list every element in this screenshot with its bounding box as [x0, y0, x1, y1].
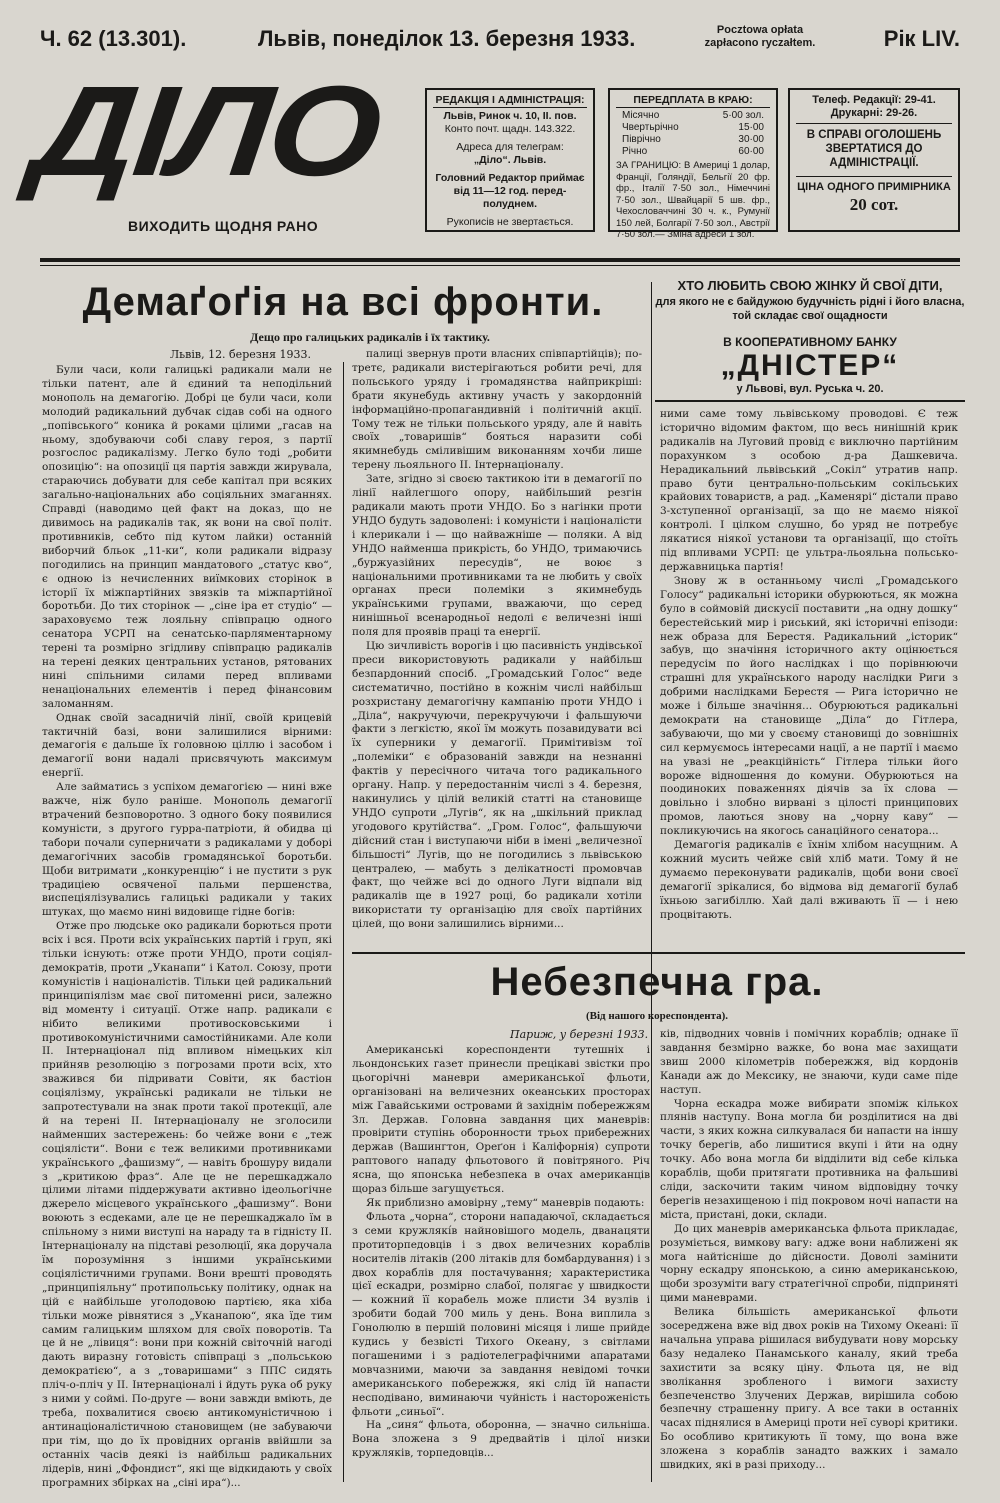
- subscription-price: 5·00 зол.: [722, 110, 764, 121]
- ad-line-2: для якого не є байдужою будучність рідні і його власна, той складає свої ощадности: [655, 296, 965, 322]
- bank-advertisement: [655, 278, 965, 395]
- subscription-price: 30·00: [738, 134, 764, 145]
- manuscripts-note: Рукописів не звертається.: [446, 216, 574, 228]
- masthead-rule-thin: [40, 265, 960, 266]
- column-rule-1: [343, 362, 344, 1482]
- issue-number: Ч. 62 (13.301).: [40, 26, 187, 51]
- article1-c1-p3: Але займатись з успіхом демагогією — нині вже важче, ніж було раніше. Монополь демагогії втрачений безповоротно. З одного боку появилися комуністи, з другого гурра-патріоти, й обидва ці табори почали суперничати з радикалами у доборі демагогічних засобів громадянської боротьби. Щоби витримати „конкуренцію“ і не пустити з рук традиціею освяченої пальми першенства, виспеціялізувались галицькі радикали у таких штуках, що маємо нині видовище гідне богів:: [42, 781, 332, 919]
- article2-column-2: [660, 1028, 958, 1473]
- editorial-address: Львів, Ринок ч. 10, II. пов.: [443, 110, 577, 122]
- column-rule-2: [651, 282, 652, 1482]
- article1-column-1: [42, 364, 332, 1490]
- subscription-period: Чвертьрічно: [622, 122, 679, 133]
- telegram-label: Адреса для телеграм:: [456, 141, 564, 153]
- volume-year: Рік LIV.: [883, 26, 960, 51]
- article2-c1-p3: Фльота „чорна“, сторони нападаючої, складається з семи кружлякі́в найновішого модель, дванацяти протиторпедовців і з двох величезних кораблів носителів літаків (200 літаків для бомбардування) і з двох кораблів для постачування; характеристика цієї ескадри, розмірно слабої, полягає у швидкости — кожний її корабель може плисти 34 вузлів і зробити бодай 700 миль у день. Вона виплила з Гонолюлю в першій половині місяця і лише прийде кудись у безвісті Тихого Океану, з світлами погашеними і з радіотелеграфічними апаратами мовчазними, маючи за завдання невідомі точки американського побережжя, які слід їй напасти несподівано, виминаючи чуйність і настороженість фльоти „синьої“.: [352, 1210, 650, 1418]
- article2-column-1: [352, 1044, 650, 1461]
- postage-line-2: zapłacono ryczałtem.: [704, 37, 816, 49]
- subscription-row: [616, 122, 770, 134]
- subscription-box: [608, 88, 778, 240]
- article2-c1-p2: Як приблизно амовірну „тему“ маневрів подають:: [366, 1196, 645, 1209]
- subscription-heading: ПЕРЕДПЛАТА В КРАЮ:: [616, 94, 770, 108]
- ad-address: у Львові, вул. Руська ч. 20.: [736, 383, 884, 395]
- article1-headline: Демаґоґія на всі фронти.: [82, 280, 604, 324]
- article2-c1-p4: На „синя“ фльота, оборонна, — значно сильніша. Вона зложена з 9 дредвайтів і цілої низки кружляків, торпедовців...: [352, 1419, 650, 1460]
- advertising-note: В СПРАВІ ОГОЛОШЕНЬ ЗВЕРТАТИСЯ ДО АДМІНІСТРАЦІЇ.: [806, 129, 942, 169]
- article2-c2-p4: Велика більшість американської фльоти зосереджена вже від двох років на Тихому Океані: її начальна управа рішилася вибудувати нову морську базу недалеко Панамського каналу, який треба захистити за всяку ціну. Фльота ця, не від зволікання зробленого і вимоги захисту безпеченство Злучених Держав, вирішила собою безпечну страшенну пригу. А все таки в останніх часах піднялися в Америці проти неї суворі критики. Бо особливо критикують її тому, що вона вже зложена з кораблів занадто важких і замало швидких, які в разі приходу...: [660, 1306, 958, 1472]
- subscription-row: [616, 134, 770, 146]
- phone-printing: Друкарні: 29-26.: [796, 107, 952, 124]
- article2-c1-p1: Американські кореспонденти тутешніх і льондонських газет принесли прецікаві звістки про цьогорічні маневри американської фльоти, організовані на величезних океанських просторах між Гавайськими островами й західнім побережжям Зл. Держав. Головна завдання цих маневрів: провірити ступінь оборонности трьох прибережних держав (Вашингтон, Ореґон і Каліфорнія) супроти раптового нападу фльотового й повітряного. Річ ясна, що японська небезпека в очах американців щораз більше загущується.: [352, 1044, 650, 1196]
- postal-account: Конто почт. щадн. 143.322.: [444, 123, 576, 135]
- ad-rule: [655, 400, 965, 402]
- article1-c3-p2: Знову ж в останньому числі „Громадського Голосу“ радикальні історики обурюються, як можна було в соймовій дискусії поставити „на одну дошку“ берестейський мир і риський, які історичні епізоди: неж образа для Берестя. Радикальний „історик“ забув, що значіння історичного акту оцінюється передусім по його наслідках і що порівнюючи страшні для українського народу наслідки Риги з добрими наслідками Берестя — Рига історично не може і більше значіння... Обурюються радикальні демократи на становище „Діла“ до Гітлера, забуваючи, що ми у своєму становищі до зовнішніх сил кермуємось інтересами нації, а не партії і маємо на увазі не „реакційність“ Гітлера тільки його вороже відношення до комуни. Обурюються на поодиноких поваженнях діячів за їх слова — довільно і злобно вирвані з цілості принципових промов, лаються знову на „чорну каву“ — покликуючись на якогось санаційного сенатора...: [660, 574, 958, 838]
- newspaper-title: ДІЛО: [25, 60, 387, 203]
- editorial-heading: РЕДАКЦІЯ І АДМІНІСТРАЦІЯ:: [433, 94, 587, 108]
- ad-bank-name: „ДНІСТЕР“: [720, 349, 900, 382]
- subscription-row: [616, 146, 770, 158]
- subscription-period: Піврічно: [622, 134, 661, 145]
- article1-c2-p1: палиці звернув проти власних співпартійців); по-третє, радикали вистерігаються робити речі, для польського уряду і громадянства найприкріші: брати якунебудь активну участь у закордонній інформаційно-пропагандивній і політичній акції. Тому теж не тільки польського уряду, але й навіть своїх „товаришів“ бояться наразити собі якимнебудь сміливішим виконанням хочби лише терену льояльного II. Інтернаціоналу.: [352, 348, 642, 472]
- postage-note: [695, 24, 825, 50]
- price-label: ЦІНА ОДНОГО ПРИМІРНИКА: [796, 176, 952, 194]
- article2-headline: Небезпечна гра.: [490, 960, 824, 1004]
- article1-subhead: Дещо про галицьких радикалів і їх тактику.: [250, 330, 490, 344]
- subscription-price: 60·00: [738, 146, 764, 157]
- article1-c2-p2: Зате, згідно зі своєю тактикою іти в демагогії по лінії найлегшого опору, найбільший резгін радикали мають проти УНДО. Бо з нагінки проти УНДО будуть задоволені: і комуністи і націоналісти і клерикали і — що найважніше — поляки. А від УНДО найменша прикрість, бо УНДО, тримаючись „буржуазійних пересудів“, не воює з національними противниками та не любить у своїх органах преси полеміки з якимнебудь українськими групами, вважаючи, що серед нинішньої всенародньої недолі є величезні інші поля для проявів праці та енергії.: [352, 473, 642, 639]
- price-value: 20 сот.: [849, 195, 899, 214]
- article2-subhead: (Від нашого кореспондента).: [585, 1010, 729, 1022]
- article1-c2-p3: Цю зичливість ворогів і цю пасивність ундівської преси використовують радикали у найбільш безпардонний спосіб. „Громадський Голос“ веде систематично, постійно в кожнім числі найбільш розхристану демагогічну кампанію проти УНДО і „Діла“, накручуючи, перекручуючи і фальшуючи факти з легкістю, якої їм можуть позавидувати всі їх суперники у демагогії. Примітивізм тої „полеміки“ є образованій завжди на незнанні фактів у пересічного читача того радикального органу. Напр. у передостаннім числі з 4. березня, накинулись у цілій великій статті на становище УНДО супроти „Лугів“, як на „шкільний приклад угодового крутійства“. „Гром. Голос“, фальшуючи дійсний стан і виступаючи ніби в імені „величезної більшості“ Лугів, що не погодились з львівською централею, — мабуть з делікатності промовчав факт, що чейже всі до одного Луги відпали від радикалів ще в 1927 році, бо радикали хотіли використати ту організацію для своїх партійних цілей, що вони залишились вірними...: [352, 640, 642, 931]
- article2-top-rule: [352, 952, 965, 954]
- issue-dateline: Львів, понеділок 13. березня 1933.: [258, 26, 636, 51]
- ad-line-1: ХТО ЛЮБИТЬ СВОЮ ЖІНКУ Й СВОЇ ДІТИ,: [677, 278, 943, 293]
- abroad-prices: ЗА ГРАНИЦЮ: В Америці 1 долар, Франції, Голяндії, Бельгії 20 фр. фр., Італії 7·50 зол., Німеччині 7·50 зол., Швайцарії 5 шв. фр., Чехословаччині 30 ч. к., Румунії 150 лей, Болгарії 7·50 зол., Австрії 7·50 зол.— Зміна адреси 1 зол.: [616, 160, 770, 240]
- article2-dateline: Париж, у березні 1933.: [510, 1028, 649, 1041]
- newspaper-subtitle: ВИХОДИТЬ ЩОДНЯ РАНО: [128, 218, 319, 234]
- ad-line-3: В КООПЕРАТИВНОМУ БАНКУ: [723, 335, 897, 349]
- article1-c1-p1: Були часи, коли галицькі радикали мали не тільки патент, але й єдиний та неподільний монополь на демагогію. Добрі це були часи, коли молодий радикальний дубчак сідав собі на одного „попівського“ коника й роками цілими „гасав на ньому, здобуваючи собі славу героя, з партії розгослос радикалізму. Легко було тоді „робити опозицію“: на опозиції ця партія завжди жирувала, стараючись добувати для себе капітал при всяких загально-національних або соціяльних змаганнях. Справді (наводимо цей факт на доказ, що не дивимось на радикалів так, як вони на свої політ. противників, себто під кутом лайки) останній виборчий бльок „11-ки“, коли радикали відразу погодились на принцип мандатового „статус кво“, є одною із нечисленних виїмкових сторінок в історії їх міжпартійних звязків та міжпартійної боротьби. До тих сторінок — „сіне іра ет студіо“ — зараховуємо теж лояльну співпрацю одного сенатора УСРП на сенатсько-парляментарному терені та розмірно згідливу співпрацю радикалів на терені деяких центральних установ, рятованих нині спільними силами перед впливами ненаціональних елементів і перед фінансовим заломанням.: [42, 364, 332, 710]
- subscription-rows: [616, 110, 770, 158]
- article1-c1-p2: Однак своїй засадничій лінії, своїй крицевій тактичній базі, вони залишилися вірними: демагогія є дальше їх головною ціллю і засобом і демагогії вони надалі присвячують максимум енергії.: [42, 711, 332, 780]
- subscription-period: Місячно: [622, 110, 660, 121]
- article1-column-2: [352, 348, 642, 932]
- article1-c1-p4: Отже про людське око радикали борються проти всіх і вся. Проти всіх українських партій і груп, які тільки існують: отже проти УНДО, проти соціял-демократів, проти „Уканапи“ і Катол. Союзу, проти комуністів і націоналістів. Тільки цей радикальний принципіялізм має свої питоменні риси, залежно від моменту і ситуації. Отже напр. радикали є нібито великими противосковськими і противокомуністичними самостійниками. Але коли II. Інтернаціонал під впливом німецьких кіл прийняв резолюцію з погрозами проти всіх, хто зважився би підривати Совіти, як бастіон соціялізму, українські радикали не тільки не запротестували на знак проти такої протекції, але й на терені II. Інтернаціоналу не зголосили найменших застережень: бо чейже вони є „теж соціялісти“. Вони є теж великими противниками українського „фашизму“, — навіть брошуру видали з „критикою фраз“. Але це не перешкаджало цілими літами піддержувати активно ідеольогічне джерело місцевого українського „фашизму“. Вони воюють з есдеками, але це не перешкаджало їм в спільному з ними виступі на нараду та в гідністу II. Інтернаціоналу на підставі резолюції, яка доручала їм порозуміння з іншими українськими соціялістичними групами. Вони врешті проводять „принципіяльну“ протипольську політику, однак на цій є найбільше уголодовою партією, яка хіба тільки може рівнятися з „Уканапою“, яка їде тим самим галицьким шляхом для своїх поворотів. Та це й не „лівиця“: вони при кожній світочній нагоді дають виразну готовість співпраці з „польською демократією“, а з „товаришами“ з ППС сидять пліч-о-пліч у II. Інтернаціоналі і йдуть рука об руку з ними у соймі. По-друге — вони завжди вміють, де треба, похвалитися своєю антикомуністичною і антинаціоналістичною становищем (не забуваючи при тім, що до їх провідних органів ввійшли за останніх часів деякі із найбільш радикальних лідерів, нині „Ффондист“, які ще відкидають у своїх програмних збірках на „сіні ира“)...: [42, 920, 332, 1489]
- masthead-logo: [25, 60, 387, 234]
- subscription-period: Річно: [622, 146, 648, 157]
- postage-line-1: Poczt​owa opłata: [716, 24, 804, 36]
- article1-dateline: Львів, 12. березня 1933.: [170, 348, 311, 361]
- subscription-row: [616, 110, 770, 122]
- article1-column-3: [660, 408, 958, 923]
- telegram-address: „Діло“. Львів.: [473, 154, 547, 166]
- article2-c2-p3: До цих маневрів американська фльота прикладає, розуміється, вимкову вагу: адже вони наближені як мога найтісніше до дійсности. Доволі замінити чорну ескадру японською, а синю американською, щоби зрозуміти вагу стратегічної спроби, підприняті цими маневрами.: [660, 1222, 958, 1305]
- masthead-rule: [40, 258, 960, 262]
- article2-c2-p2: Чорна ескадра може вибирати зпоміж кількох плянів наступу. Вона могла би розділитися на дві части, з яких кожна силкувалася би напасти на іншу точку берегів, або лишитися вкупі і йти на одну точку. Або вона могла би відділити від себе кілька кораблів, щоби притягати противника на фальшиві сліди, заскочити таким чином відповідну точку берегів незахищеною і під покровом ночі напасти на міста, пристані, доки, склади.: [660, 1097, 958, 1221]
- editorial-info-box: [425, 88, 595, 232]
- article1-c3-p1: ними саме тому львівському проводові. Є теж історично відомим фактом, що весь нинішній крик радикалів на Луговий провід є виключно партійним порахунком з особою д-ра Дашкевича. Нерадикальний львівський „Сокіл“ утратив напр. право бути центрально-польським сокільських крайових товариств, а рад. „Каменярі“ дістали право 3-хступенної організації, за що не маємо ніякої контролі. І цілком слушно, бо уряд не потребує лякатися ніякої установи та організації, що стоїть під впливами УСРП: це ультра-льояльна польсько-державницька партія!: [660, 408, 958, 573]
- article2-c2-p1: ків, підводних човнів і помічних кораблів; однаке її завдання безмірно важке, бо вона має захищати звиш 2000 кілометрів побережжя, від кордонів Канади аж до Мексику, не знаючи, куди саме піде наступ.: [660, 1028, 958, 1096]
- editor-hours: Головний Редактор приймає від 11—12 год. перед-полуднем.: [435, 172, 585, 210]
- masthead-topline: [40, 22, 960, 58]
- phone-editorial: Телеф. Редакції: 29-41.: [812, 94, 936, 106]
- contact-price-box: [788, 88, 960, 232]
- subscription-price: 15·00: [738, 122, 764, 133]
- article1-c3-p3: Демагогія радикалів є їхнім хлібом насущним. А кожний мусить чейже свій хліб мати. Тому й не думаємо переконувати радикалів, щоби вони своєї демагогії зрікалися, бо відмова від демагогії булаб їхньою загибіллю. Хай далі вживають її — і нею процвітають.: [660, 839, 958, 921]
